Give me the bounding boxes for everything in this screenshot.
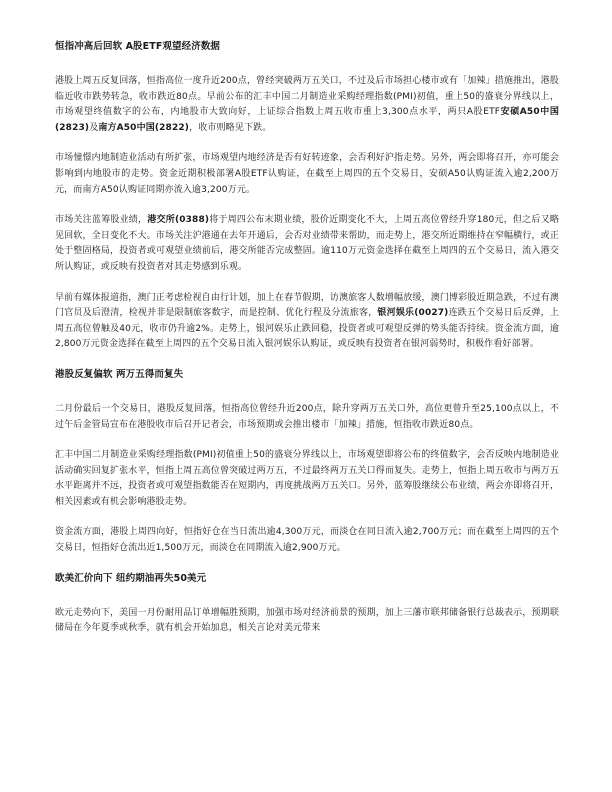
body-paragraph [55, 74, 559, 136]
text-run: 欧元走势向下，美国一月份耐用品订单增幅胜预期，加强市场对经济前景的预期，加上三藩市联邦储备银行总裁表示，预期联储局在今年夏季或秋季，就有机会开始加息，相关言论对美元带来 [55, 607, 559, 634]
article-section [55, 40, 559, 353]
text-run: 市场关注蓝筹股业绩， [55, 215, 148, 226]
section-heading: 欧美汇价向下 纽约期油再失50美元 [55, 572, 207, 584]
section-heading: 港股反复偏软 两万五得而复失 [55, 368, 184, 380]
body-paragraph [55, 402, 559, 433]
text-run: 二月份最后一个交易日，港股反复回落，恒指高位曾经升近200点，除升穿两万五关口外，高位更曾升至25,100点以上，不过午后金管局宣布在港股收市后召开记者会，市场预期或会推出楼市「加辣」措施，恒指收市跌近80点。 [55, 403, 559, 430]
text-run: ，收市则略见下跌。 [189, 122, 272, 133]
body-paragraph [55, 151, 559, 198]
article-section [55, 572, 559, 637]
text-run: 市场憧憬内地制造业活动有所扩张，市场观望内地经济是否有好转迹象，会否利好沪指走势。另外，两会即将召开，亦可能会影响到内地股市的走势。资金近期积极部署A股ETF认购证，在截至上周四的五个交易日，安硕A50认购证流入逾2,200万元，而南方A50认购证同期亦流入逾3,200万元。 [55, 153, 559, 195]
body-paragraph [55, 291, 559, 353]
stock-name-bold: 南方A50中国(2822) [98, 122, 190, 133]
text-run: 资金流方面，港股上周四向好，恒指好仓在当日流出逾4,300万元，而淡仓在同日流入逾2,700万元；而在截至上周四的五个交易日，恒指好仓流出近1,500万元，而淡仓在同期流入逾2,900万元。 [55, 527, 559, 554]
text-run: 将于周四公布末期业绩，股价近期变化不大，上周五高位曾经升穿180元，但之后又略见回软，全日变化不大。市场关注沪港通在去年开通后，会否对业绩带来帮助，而走势上，港交所近期维持在窄幅横行，或正处于整固格局，投资者或可观望业绩前后，港交所能否完成整固。逾110万元资金选择在截至上周四的五个交易日，流入港交所认购证，或反映有投资者对其走势感到乐观。 [55, 215, 559, 272]
article-section [55, 368, 559, 557]
text-run: 港股上周五反复回落，恒指高位一度升近200点，曾经突破两万五关口，不过及后市场担心楼市或有「加辣」措施推出，港股临近收市跌势转急，收市跌近80点。早前公布的汇丰中国二月制造业采购经理指数(PMI)初值，重上50的盛衰分界线以上，市场观望终值数字的公布，内地股市大致向好，上证综合指数上周五收市重上3,300点水平，两只A股ETF [55, 76, 559, 118]
stock-name-bold: 银河娱乐(0027) [377, 308, 449, 319]
body-paragraph [55, 606, 559, 637]
text-run: 及 [89, 122, 99, 133]
stock-name-bold: 港交所(0388) [147, 215, 210, 226]
text-run: 连跌五个交易日后反弹，上周五高位曾触及40元，收市仍升逾2%。走势上，银河娱乐止跌回稳，投资者或可观望反弹的势头能否持续。资金流方面，逾2,800万元资金选择在截至上周四的五个交易日流入银河娱乐认购证，或反映有投资者在银河弱势时，积极作看好部署。 [55, 308, 559, 350]
body-paragraph [55, 525, 559, 556]
body-paragraph [55, 213, 559, 275]
text-run: 早前有媒体报道指，澳门正考虑检视自由行计划，加上在春节假期，访澳旅客人数增幅放缓，澳门博彩股近期急跌，不过有澳门官员及后澄清，检视并非是限制旅客数字，而是控制、优化行程及分流旅客， [55, 292, 559, 319]
text-run: 汇丰中国二月制造业采购经理指数(PMI)初值重上50的盛衰分界线以上，市场观望即将公布的终值数字，会否反映内地制造业活动确实回复扩张水平，恒指上周五高位曾突破过两万五，不过最终两万五关口得而复失。走势上，恒指上周五收市与两万五水平距离并不远，投资者或可观望指数能否在短期内，再度挑战两万五关口。另外，蓝筹股继续公布业绩，两会亦即将召开，相关因素或有机会影响港股走势。 [55, 450, 559, 507]
stock-name-bold: 安硕A50中国(2823) [55, 107, 559, 133]
section-heading: 恒指冲高后回软 A股ETF观望经济数据 [55, 41, 221, 52]
body-paragraph [55, 448, 559, 510]
